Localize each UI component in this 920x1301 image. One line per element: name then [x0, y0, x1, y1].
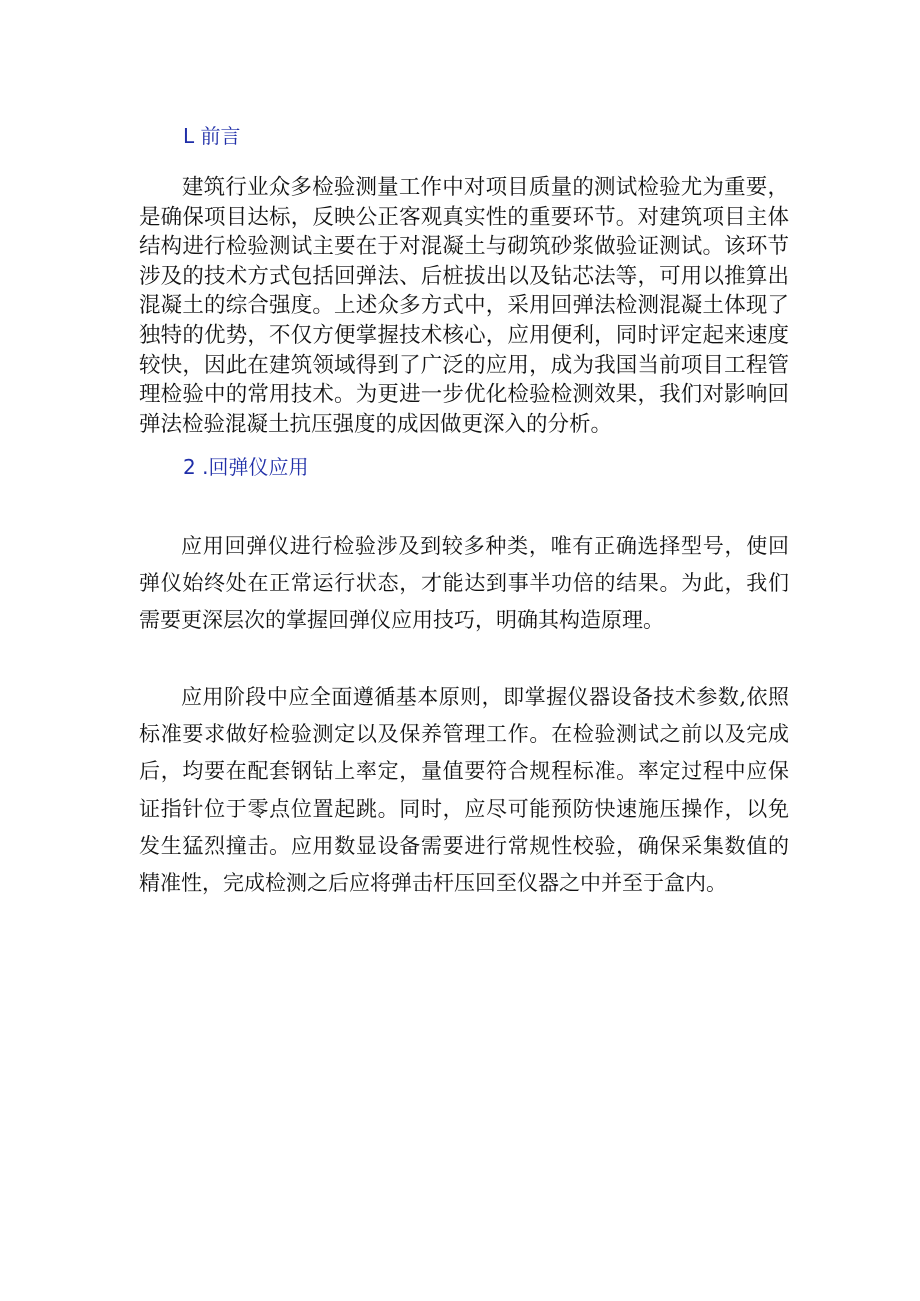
section-heading-rebound-hammer: 2 .回弹仪应用 [183, 455, 309, 479]
paragraph-rebound-hammer-2: 应用阶段中应全面遵循基本原则，即掌握仪器设备技术参数,依照标准要求做好检验测定以及保养管理工作。在检验测试之前以及完成后，均要在配套钢钻上率定，量值要符合规程标准。率定过程中应保证指针位于零点位置起跳。同时，应尽可能预防快速施压操作，以免发生猛烈撞击。应用数显设备需要进行常规性校验，确保采集数值的精准性，完成检测之后应将弹击杆压回至仪器之中并至于盒内。 [139, 685, 789, 896]
section-heading-preface: L 前言 [183, 124, 241, 148]
paragraph-preface: 建筑行业众多检验测量工作中对项目质量的测试检验尤为重要，是确保项目达标，反映公正客观真实性的重要环节。对建筑项目主体结构进行检验测试主要在于对混凝土与砌筑砂浆做验证测试。该环节涉及的技术方式包括回弹法、后桩拔出以及钻芯法等，可用以推算出混凝土的综合强度。上述众多方式中，采用回弹法检测混凝土体现了独特的优势，不仅方便掌握技术核心，应用便利，同时评定起来速度较快，因此在建筑领域得到了广泛的应用，成为我国当前项目工程管理检验中的常用技术。为更进一步优化检验检测效果，我们对影响回弹法检验混凝土抗压强度的成因做更深入的分析。 [139, 175, 789, 437]
paragraph-rebound-hammer-1: 应用回弹仪进行检验涉及到较多种类，唯有正确选择型号，使回弹仪始终处在正常运行状态，才能达到事半功倍的结果。为此，我们需要更深层次的掌握回弹仪应用技巧，明确其构造原理。 [139, 534, 789, 633]
